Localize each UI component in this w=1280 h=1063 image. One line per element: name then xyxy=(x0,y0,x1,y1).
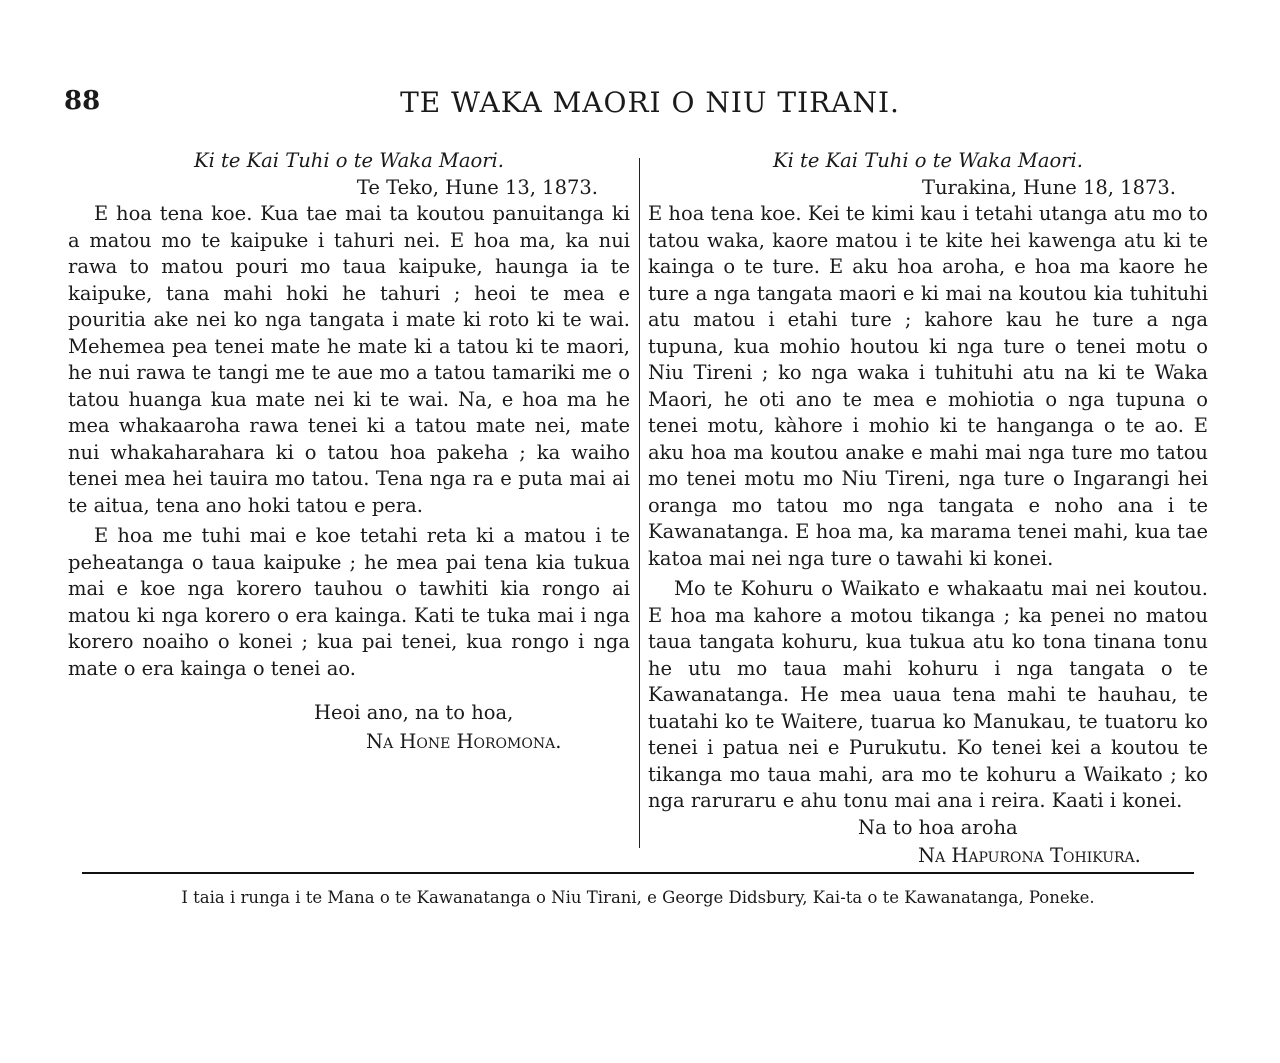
paragraph: E hoa tena koe. Kua tae mai ta koutou panuitanga ki a matou mo te kaipuke i tahuri nei. E hoa ma, ka nui rawa to matou pouri mo taua kaipuke, haunga ia te kaipuke, tana mahi hoki he tahuri ; heoi te mea e pouritia ake nei ko nga tangata i mate ki roto ki te wai. Mehemea pea tenei mate he mate ki a tatou ki te maori, he nui rawa te tangi me te aue mo a tatou tamariki me o tatou huanga kua mate nei ki te wai. Na, e hoa ma he mea whakaaroha rawa tenei ki a tatou mate nei, mate nui whakaharahara ki o tatou hoa pakeha ; ka waiho tenei mea hei tauira mo tatou. Tena nga ra e puta mai ai te aitua, tena ano hoki tatou e pera. xyxy=(68,202,630,517)
paragraph: E hoa me tuhi mai e koe tetahi reta ki a matou i te peheatanga o taua kaipuke ; he mea pai tena kia tukua mai e koe nga korero tauhou o tawhiti kia rongo ai matou ki nga korero o era kainga. Kati te tuka mai i nga korero noaiho o konei ; kua pai tenei, kua rongo i nga mate o era kainga o tenei ao. xyxy=(68,524,630,680)
left-letter xyxy=(68,148,630,755)
dateline: Turakina, Hune 18, 1873. xyxy=(921,175,1176,199)
letter-heading: Ki te Kai Tuhi o te Waka Maori. xyxy=(773,149,1083,172)
closing: Heoi ano, na to hoa, xyxy=(314,701,514,724)
letter-heading: Ki te Kai Tuhi o te Waka Maori. xyxy=(194,149,504,172)
printer-imprint: I taia i runga i te Mana o te Kawanatanga o Niu Tirani, e George Didsbury, Kai-ta o te Kawanatanga, Poneke. xyxy=(181,888,1095,907)
page-number: 88 xyxy=(64,86,101,116)
right-letter xyxy=(648,148,1208,870)
dateline: Te Teko, Hune 13, 1873. xyxy=(356,175,598,199)
signature: Na Hapurona Tohikura. xyxy=(918,844,1141,867)
masthead-title: TE WAKA MAORI O NIU TIRANI. xyxy=(400,86,900,119)
closing: Na to hoa aroha xyxy=(858,815,1018,839)
footer-rule xyxy=(82,872,1194,874)
paragraph: Mo te Kohuru o Waikato e whakaatu mai nei koutou. E hoa ma kahore a motou tikanga ; ka penei no matou taua tangata kohuru, kua tukua atu ko tona tinana tonu he utu mo taua mahi kohuru i nga tangata o te Kawanatanga. He mea uaua tena mahi te hauhau, te tuatahi ko te Waitere, tuarua ko Manukau, te tuatoru ko tenei i patua nei e Purukutu. Ko tenei kei a koutou te tikanga mo taua mahi, ara mo te kohuru a Waikato ; ko nga raruraru e ahu tonu mai ana i reira. Kaati i konei. xyxy=(648,577,1208,812)
paragraph: E hoa tena koe. Kei te kimi kau i tetahi utanga atu mo to tatou waka, kaore matou i te kite hei kawenga atu ki te kainga o te ture. E aku hoa aroha, e hoa ma kaore he ture a nga tangata maori e ki mai na koutou kia tuhituhi atu matou i etahi ture ; kahore kau he ture a nga tupuna, kua mohio houtou ki nga ture o tenei motu o Niu Tireni ; ko nga waka i tuhituhi atu na ki te Waka Maori, he oti ano te mea e mohiotia o nga tupuna o tenei motu, kàhore i mohio ki te hanganga o te ao. E aku hoa ma koutou anake e mahi mai nga ture mo tatou mo tenei motu mo Niu Tireni, nga ture o Ingarangi hei oranga mo tatou mo nga tangata e noho ana i te Kawanatanga. E hoa ma, ka marama tenei mahi, kua tae katoa mai nei nga ture o tawahi ki konei. xyxy=(648,202,1208,570)
signature: Na Hone Horomona. xyxy=(366,729,562,753)
column-divider xyxy=(639,158,640,848)
